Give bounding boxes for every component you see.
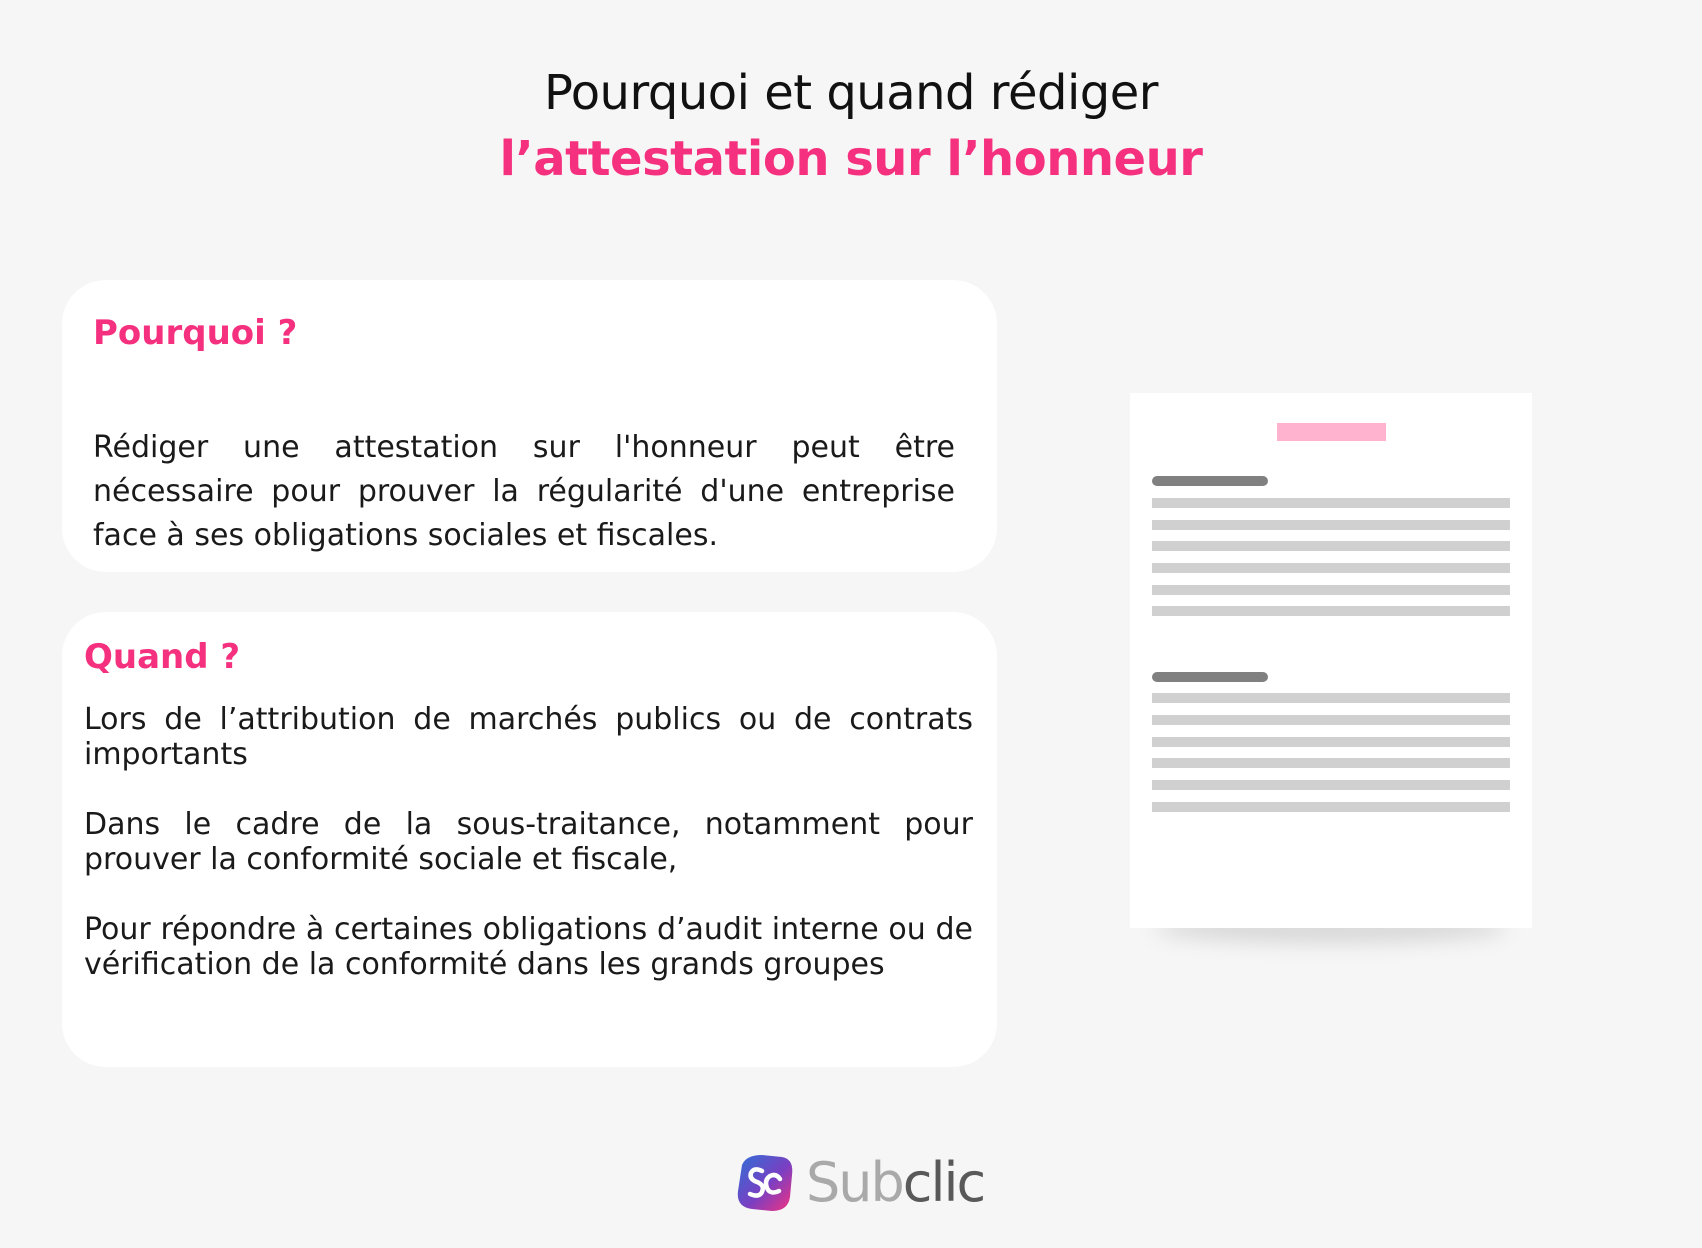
when-card [62, 612, 997, 1067]
document-line [1152, 541, 1510, 551]
when-item-public-contracts: Lors de l’attribution de marchés publics ou de contrats importants [84, 702, 973, 772]
document-line [1152, 737, 1510, 747]
subclic-logo-icon [732, 1151, 796, 1215]
document-line [1152, 498, 1510, 508]
document-line [1152, 780, 1510, 790]
document-line [1152, 585, 1510, 595]
when-item-subcontracting: Dans le cadre de la sous-traitance, notamment pour prouver la conformité sociale et fiscale, [84, 807, 973, 877]
document-subheading-1 [1152, 476, 1268, 486]
why-card [62, 280, 997, 572]
title-line-1: Pourquoi et quand rédiger [543, 65, 1159, 121]
document-title-bar [1277, 423, 1386, 441]
document-line [1152, 606, 1510, 616]
document-line [1152, 563, 1510, 573]
document-line [1152, 715, 1510, 725]
title-line-2: l’attestation sur l’honneur [499, 131, 1203, 187]
when-item-internal-audit: Pour répondre à certaines obligations d’audit interne ou de vérification de la conformité dans les grands groupes [84, 912, 973, 982]
document-illustration [1130, 393, 1532, 933]
document-line [1152, 693, 1510, 703]
subclic-logo [732, 1151, 984, 1215]
document-line [1152, 758, 1510, 768]
document-subheading-2 [1152, 672, 1268, 682]
logo-wordmark: Subclic [806, 1151, 985, 1214]
document-line [1152, 802, 1510, 812]
document-page [1130, 393, 1532, 928]
when-heading: Quand ? [84, 637, 241, 677]
when-list [84, 702, 973, 982]
why-text: Rédiger une attestation sur l'honneur peut être nécessaire pour prouver la régularité d'une entreprise face à ses obligations sociales et fiscales. [93, 430, 955, 553]
document-line [1152, 520, 1510, 530]
why-heading: Pourquoi ? [93, 313, 298, 353]
page-title [0, 60, 1702, 192]
